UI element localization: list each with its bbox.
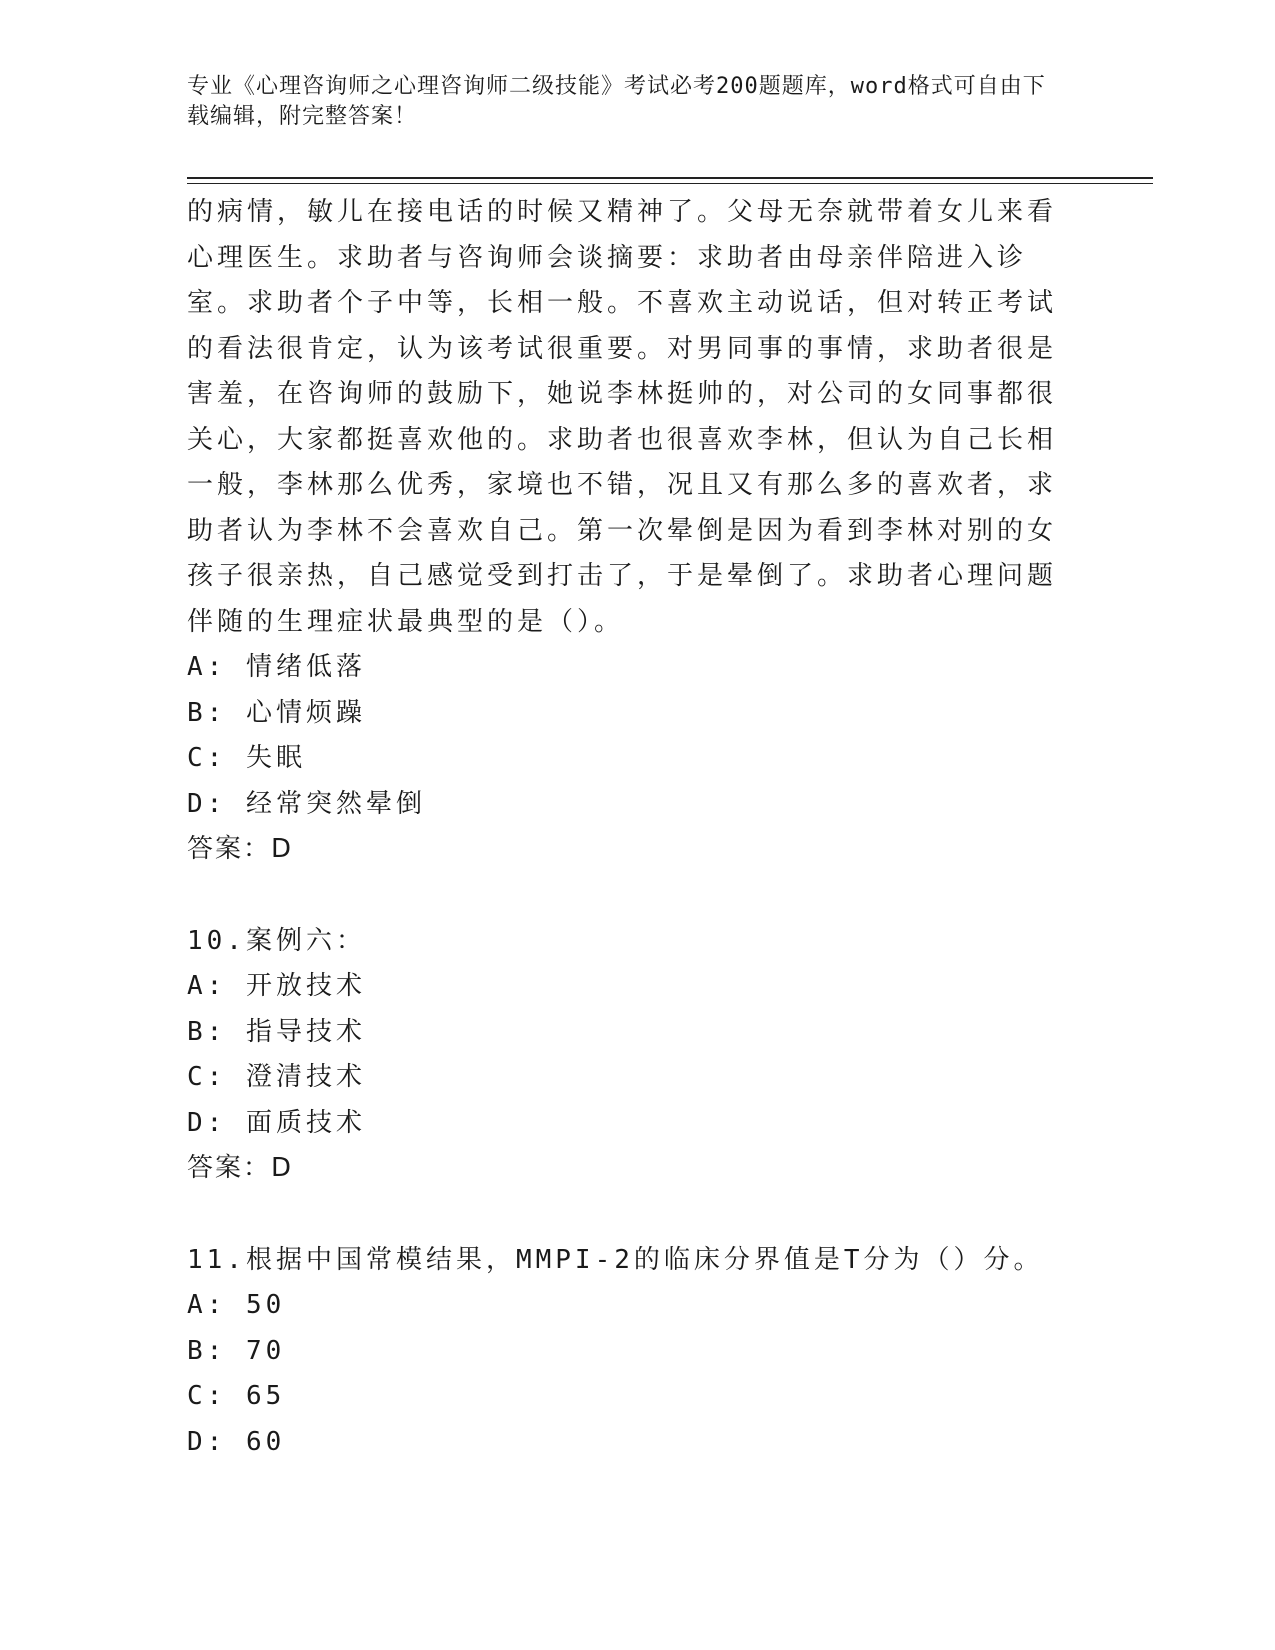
question-11: [187, 1238, 1067, 1466]
header-rule-thick: [187, 177, 1153, 179]
option-d: D: 经常突然晕倒: [187, 788, 426, 819]
option-c: C: 澄清技术: [187, 1062, 366, 1092]
option-a: A: 开放技术: [187, 971, 366, 1001]
question-stem: 11.根据中国常模结果，MMPI-2的临床分界值是T分为（）分。: [187, 1244, 1044, 1275]
document-body: [187, 190, 1067, 1465]
option-c: C: 失眠: [187, 743, 306, 773]
answer-line: 答案：D: [187, 1153, 294, 1183]
option-c: C: 65: [187, 1381, 286, 1411]
question-9: [187, 190, 1067, 873]
question-stem: 的病情，敏儿在接电话的时候又精神了。父母无奈就带着女儿来看心理医生。求助者与咨询师会谈摘要：求助者由母亲伴陪进入诊室。求助者个子中等，长相一般。不喜欢主动说话，但对转正考试的看法很肯定，认为该考试很重要。对男同事的事情，求助者很是害羞，在咨询师的鼓励下，她说李林挺帅的，对公司的女同事都很关心，大家都挺喜欢他的。求助者也很喜欢李林，但认为自己长相一般，李林那么优秀，家境也不错，况且又有那么多的喜欢者，求助者认为李林不会喜欢自己。第一次晕倒是因为看到李林对别的女孩子很亲热，自己感觉受到打击了，于是晕倒了。求助者心理问题伴随的生理症状最典型的是（）。: [187, 197, 1058, 637]
option-d: D: 面质技术: [187, 1107, 366, 1138]
option-a: A: 情绪低落: [187, 652, 366, 682]
document-header: 专业《心理咨询师之心理咨询师二级技能》考试必考200题题库，word格式可自由下载编辑，附完整答案！: [187, 74, 1046, 129]
header-rule-thin: [187, 183, 1153, 184]
option-b: B: 70: [187, 1335, 286, 1366]
answer-line: 答案：D: [187, 834, 294, 864]
question-stem: 10.案例六：: [187, 925, 366, 956]
option-a: A: 50: [187, 1290, 286, 1320]
option-d: D: 60: [187, 1426, 286, 1457]
option-b: B: 心情烦躁: [187, 697, 366, 728]
question-10: [187, 919, 1067, 1192]
option-b: B: 指导技术: [187, 1016, 366, 1047]
